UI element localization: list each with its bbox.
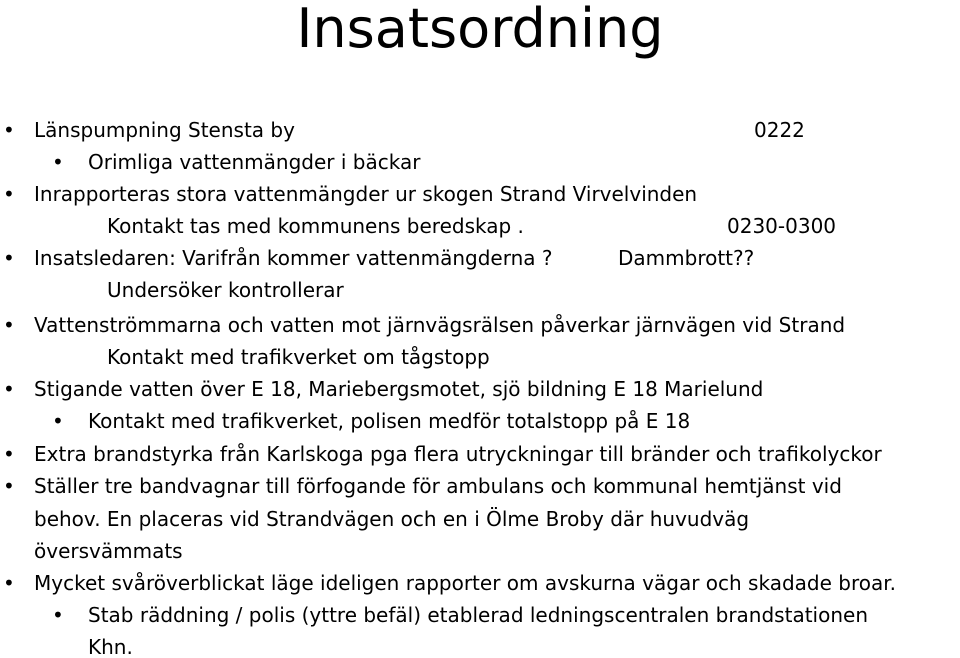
bullet-icon: • (3, 571, 15, 595)
bullet-icon: • (52, 409, 64, 433)
list-item-text: Kontakt med trafikverket om tågstopp (107, 345, 490, 369)
list-item-text: Insatsledaren: Varifrån kommer vattenmängderna ? (34, 246, 553, 270)
list-item-text: Extra brandstyrka från Karlskoga pga flera utryckningar till bränder och trafikolyckor (34, 442, 882, 466)
time-code: 0222 (754, 118, 805, 142)
list-item (0, 309, 960, 341)
bullet-icon: • (3, 377, 15, 401)
bullet-icon: • (3, 118, 15, 142)
list-item (0, 470, 960, 502)
list-item (0, 405, 960, 437)
list-item (0, 114, 960, 146)
list-item-text: Orimliga vattenmängder i bäckar (88, 150, 421, 174)
list-item-text: Mycket svåröverblickat läge ideligen rapporter om avskurna vägar och skadade broar. (34, 571, 896, 595)
list-item-text: behov. En placeras vid Strandvägen och en i Ölme Broby där huvudväg (34, 507, 750, 531)
list-item-text: Khn. (88, 635, 133, 658)
list-item-continuation (0, 503, 960, 535)
list-item-continuation (0, 535, 960, 567)
list-item-continuation (0, 631, 960, 658)
bullet-icon: • (52, 150, 64, 174)
list-item-continuation (0, 341, 960, 373)
list-item-text: översvämmats (34, 539, 183, 563)
list-item (0, 178, 960, 210)
list-item-text: Kontakt med trafikverket, polisen medför totalstopp på E 18 (88, 409, 691, 433)
list-item (0, 242, 960, 274)
list-item-text-extra: Dammbrott?? (618, 246, 755, 270)
list-item (0, 599, 960, 631)
list-item-text: Stab räddning / polis (yttre befäl) etablerad ledningscentralen brandstationen (88, 603, 868, 627)
bullet-icon: • (3, 182, 15, 206)
list-item (0, 146, 960, 178)
list-item (0, 438, 960, 470)
list-item-text: Inrapporteras stora vattenmängder ur skogen Strand Virvelvinden (34, 182, 698, 206)
list-item-continuation (0, 274, 960, 306)
list-item (0, 373, 960, 405)
list-item-text: Vattenströmmarna och vatten mot järnvägsrälsen påverkar järnvägen vid Strand (34, 313, 846, 337)
slide-title: Insatsordning (296, 0, 664, 60)
list-item-continuation (0, 210, 960, 242)
list-item-text: Länspumpning Stensta by (34, 118, 295, 142)
bullet-icon: • (3, 442, 15, 466)
bullet-icon: • (3, 246, 15, 270)
list-item-text: Kontakt tas med kommunens beredskap . (107, 214, 524, 238)
bullet-icon: • (52, 603, 64, 627)
bullet-icon: • (3, 313, 15, 337)
time-code: 0230-0300 (727, 214, 837, 238)
list-item-text: Stigande vatten över E 18, Mariebergsmotet, sjö bildning E 18 Marielund (34, 377, 764, 401)
list-item (0, 567, 960, 599)
list-item-text: Undersöker kontrollerar (107, 278, 344, 302)
list-item-text: Ställer tre bandvagnar till förfogande för ambulans och kommunal hemtjänst vid (34, 474, 842, 498)
bullet-icon: • (3, 474, 15, 498)
